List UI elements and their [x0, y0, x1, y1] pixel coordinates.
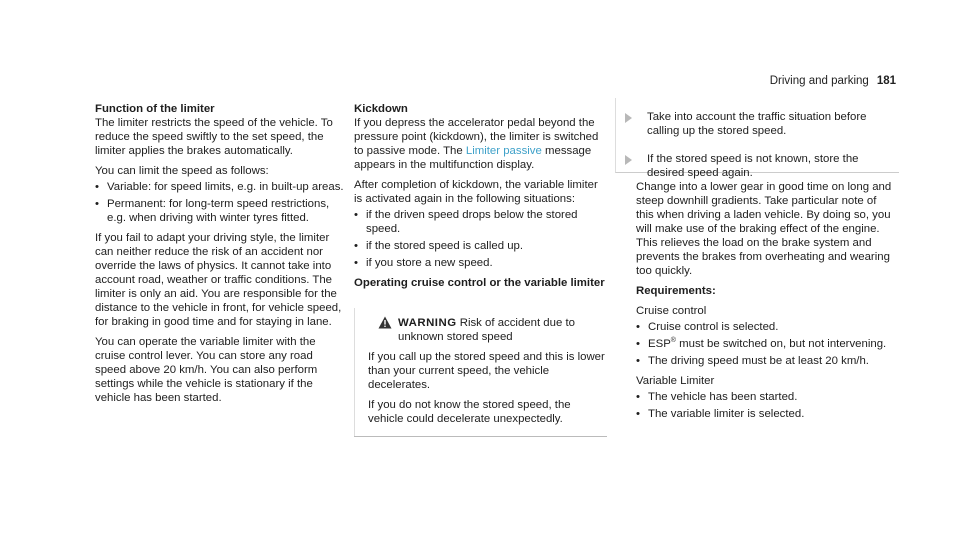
page-header — [770, 74, 896, 88]
cruise-requirements-list — [636, 320, 896, 368]
limiter-requirements-list — [636, 390, 896, 421]
step-text: If the stored speed is not known, store the desired speed again. — [647, 153, 859, 179]
limiter-passive-message: Limiter passive — [465, 145, 542, 157]
kickdown-paragraph — [354, 116, 607, 172]
list-item: • Variable: for speed limits, e.g. in built-up areas. — [95, 180, 347, 194]
list-item — [636, 337, 896, 351]
action-step — [615, 110, 898, 138]
list-item: • if the driven speed drops below the stored speed. — [354, 208, 607, 236]
text-run: If you depress the accelerator pedal beyond the pressure point (kickdown), the limiter is switched to passive mode. The — [354, 117, 599, 157]
action-step — [615, 152, 898, 180]
section-title: Driving and parking — [769, 75, 869, 87]
responsibility-paragraph: If you fail to adapt your driving style, the limiter can neither reduce the risk of an accident nor override the laws of physics. It cannot take into account road, weather or traffic conditions. The limiter is only an aid. You are responsible for the distance to the vehicle in front, for vehicle speed, for braking in good time and for staying in lane. — [95, 232, 342, 328]
page-number: 181 — [876, 75, 896, 87]
warning-text: If you call up the stored speed and this is lower than your current speed, the vehicle decelerates. — [368, 351, 605, 391]
text-run: message appears in the multifunction display. — [354, 145, 592, 171]
intro-paragraph: The limiter restricts the speed of the vehicle. To reduce the speed swiftly to the set speed, the limiter applies the brakes automatically. — [95, 117, 333, 157]
list-item: • if you store a new speed. — [354, 256, 607, 270]
arrow-icon — [625, 155, 632, 165]
limit-modes-list — [95, 180, 347, 225]
list-item: • Cruise control is selected. — [636, 320, 896, 334]
list-item: • The vehicle has been started. — [636, 390, 896, 404]
warning-text: If you do not know the stored speed, the vehicle could decelerate unexpectedly. — [368, 399, 571, 425]
column-middle — [354, 102, 607, 437]
warning-title: Risk of accident due to unknown stored speed — [398, 317, 575, 343]
arrow-icon — [625, 113, 632, 123]
section-heading-operating: Operating cruise control or the variable limiter — [354, 277, 605, 289]
warning-label: WARNING — [398, 317, 457, 329]
reactivation-paragraph: After completion of kickdown, the variable limiter is activated again in the following situations: — [354, 179, 598, 205]
warning-header — [368, 316, 607, 344]
variable-limiter-label: Variable Limiter — [636, 375, 715, 387]
registered-mark: ® — [670, 337, 676, 345]
list-item: • The variable limiter is selected. — [636, 407, 896, 421]
reactivation-list — [354, 208, 607, 270]
requirements-heading: Requirements: — [636, 285, 716, 297]
cruise-control-label: Cruise control — [636, 305, 707, 317]
list-item: • The driving speed must be at least 20 km/h. — [636, 354, 896, 368]
step-text: Take into account the traffic situation before calling up the stored speed. — [647, 111, 867, 137]
column-right — [636, 180, 896, 427]
limit-intro: You can limit the speed as follows: — [95, 165, 269, 177]
list-item: • if the stored speed is called up. — [354, 239, 607, 253]
section-heading-kickdown: Kickdown — [354, 103, 408, 115]
downhill-paragraph: Change into a lower gear in good time on long and steep downhill gradients. Take particular note of this when driving a laden vehicle. By doing so, you will make use of the braking effect of the engine. This relieves the load on the brake system and prevents the brakes from overheating and wearing too quickly. — [636, 181, 892, 277]
warning-box — [354, 316, 607, 437]
column-left — [95, 102, 347, 411]
section-heading-function: Function of the limiter — [95, 103, 215, 115]
esp-label: ESP — [648, 338, 671, 350]
esp-requirement-text: must be switched on, but not intervening. — [679, 338, 887, 350]
operation-paragraph: You can operate the variable limiter with the cruise control lever. You can store any road speed above 20 km/h. You can also perform settings while the vehicle is stationary if the vehicle has been started. — [95, 336, 318, 404]
list-item: • Permanent: for long-term speed restrictions, e.g. when driving with winter tyres fitted. — [95, 197, 347, 225]
warning-triangle-icon — [378, 316, 392, 329]
warning-heading — [398, 316, 607, 344]
